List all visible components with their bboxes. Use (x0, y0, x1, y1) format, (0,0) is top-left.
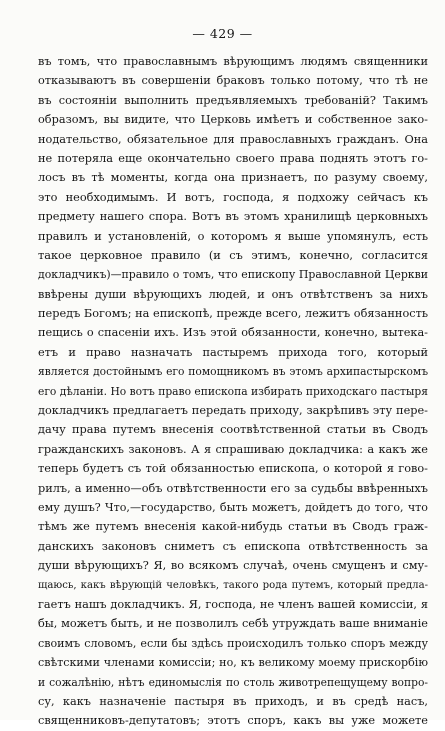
text-line: передъ Богомъ; на епископѣ, прежде всего, лежитъ обязанность (38, 307, 428, 321)
text-line: предмету нашего спора. Вотъ въ этомъ хранилищѣ церковныхъ (38, 210, 428, 224)
text-line: бы, можетъ быть, и не позволилъ себѣ утруждать ваше вниманіе (38, 617, 428, 631)
text-line: пещись о спасеніи ихъ. Изъ этой обязанности, конечно, вытека- (38, 326, 428, 340)
text-line: гаетъ нашъ докладчикъ. Я, господа, не членъ вашей комиссіи, я (38, 597, 428, 611)
text-line: образомъ, вы видите, что Церковь имѣетъ и собственное зако- (38, 113, 428, 127)
text-line: лосъ въ тѣ моменты, когда она признаетъ, по разуму своему, (38, 171, 428, 185)
text-line: такое церковное правило (и съ этимъ, конечно, согласится (38, 248, 428, 262)
text-line: дачу права путемъ внесенія соотвѣтственной статьи въ Сводъ (38, 423, 428, 437)
text-line: отказываютъ въ совершеніи браковъ только потому, что тѣ не (38, 74, 428, 88)
text-line: его дѣланіи. Но вотъ право епископа избирать приходскаго пастыря (38, 384, 428, 398)
text-line: свѣтскими членами комиссіи; но, къ великому моему прискорбію (38, 656, 428, 670)
text-line: священниковъ-депутатовъ; этотъ споръ, какъ вы уже можете (38, 714, 428, 728)
text-line: ему душъ? Что,—государство, быть можетъ, дойдетъ до того, что (38, 500, 428, 514)
text-line: щаюсь, какъ вѣрующій человѣкъ, такого рода путемъ, который предла- (38, 579, 428, 591)
text-line: данскихъ законовъ сниметъ съ епископа отвѣтственность за (38, 539, 428, 553)
text-line: и сожалѣнію, нѣтъ единомыслія по столь животрепещущему вопро- (38, 675, 428, 689)
text-line: рилъ, а именно—объ отвѣтственности его за судьбы ввѣренныхъ (38, 481, 428, 495)
text-line: етъ и право назначать пастыремъ прихода того, который (38, 345, 428, 359)
text-line: докладчикъ)—правило о томъ, что епископу Православной Церкви (38, 268, 428, 282)
text-line: является достойнымъ его помощникомъ въ этомъ архипастырскомъ (38, 365, 428, 379)
text-line: ввѣрены души вѣрующихъ людей, и онъ отвѣтственъ за нихъ (38, 287, 428, 301)
text-line: правилъ и установленій, о которомъ я выше упомянулъ, есть (38, 229, 428, 243)
page-number: — 429 — (192, 26, 253, 41)
text-line: гражданскихъ законовъ. А я спрашиваю докладчика: а какъ же (38, 442, 428, 456)
text-line: нодательство, обязательное для православныхъ гражданъ. Она (38, 132, 428, 146)
body-text (38, 52, 428, 731)
text-line: теперь будетъ съ той обязанностью епископа, о которой я гово- (38, 462, 428, 476)
text-line: тѣмъ же путемъ внесенія какой-нибудь статьи въ Сводъ граж- (38, 520, 428, 534)
text-line: своимъ словомъ, если бы здѣсь происходилъ только споръ между (38, 636, 428, 650)
text-line: въ томъ, что православнымъ вѣрующимъ людямъ священники (38, 55, 428, 68)
text-line: души вѣрующихъ? Я, во всякомъ случаѣ, очень смущенъ и сму- (38, 559, 428, 573)
text-line: въ состояніи выполнить предъявляемыхъ требованій? Такимъ (38, 93, 428, 107)
text-line: не потеряла еще окончательно своего права поднять этотъ го- (38, 151, 428, 165)
text-line: это необходимымъ. И вотъ, господа, я подхожу сейчасъ къ (38, 190, 428, 204)
text-line: докладчикъ предлагаетъ передать приходу, закрѣпивъ эту пере- (38, 404, 428, 418)
text-line: су, какъ назначеніе пастыря въ приходъ, и въ средѣ насъ, (38, 694, 428, 708)
